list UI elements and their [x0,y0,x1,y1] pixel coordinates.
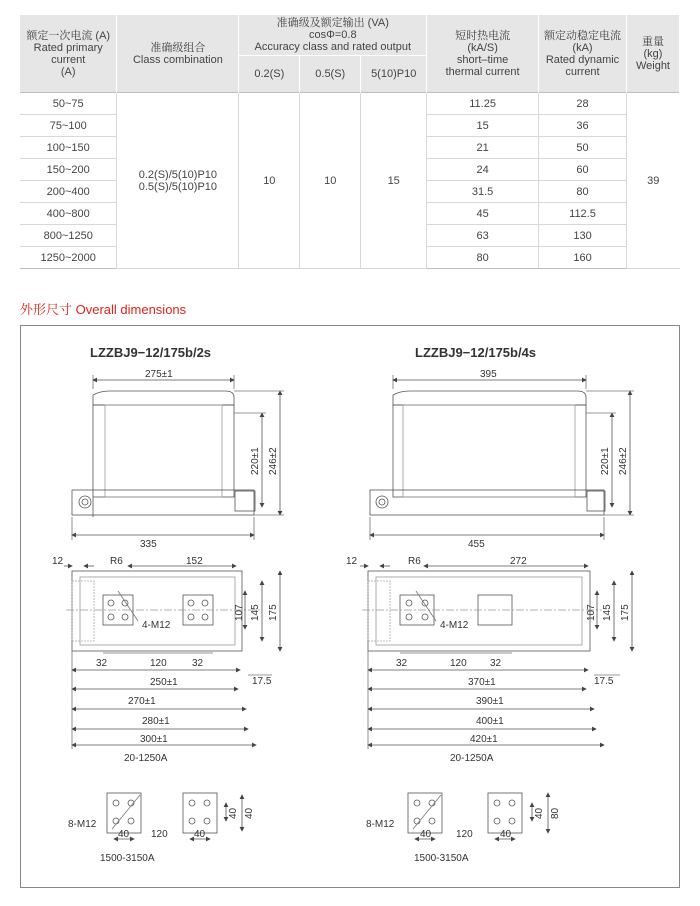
cell-output-05s: 10 [300,93,361,269]
header-class-5p10: 5(10)P10 [361,56,427,93]
dim-length-2: 390±1 [476,696,504,707]
dim-145: 145 [602,604,613,621]
bolt-label-8m12: 8-M12 [366,819,395,830]
drawing-left-labels [52,345,279,864]
cell-current: 50~75 [20,93,117,115]
cell-dynamic: 28 [539,93,627,115]
drawing-right-labels [346,345,631,864]
cell-dynamic: 80 [539,181,627,203]
dim-120: 120 [450,658,467,669]
cell-thermal: 21 [427,137,539,159]
cell-current: 100~150 [20,137,117,159]
dim-32a: 32 [96,658,108,669]
cell-dynamic: 36 [539,115,627,137]
cell-current: 1250~2000 [20,247,117,269]
cell-thermal: 24 [427,159,539,181]
dim-v80: 80 [550,807,561,819]
model-label-left: LZZBJ9−12/175b/2s [90,345,212,360]
cell-output-5p10: 15 [361,93,427,269]
dim-length-4: 420±1 [470,734,498,745]
dim-145: 145 [250,604,261,621]
dim-height-246: 246±2 [618,447,629,475]
dimension-drawings [0,325,700,888]
dim-v40a: 40 [534,807,545,819]
dim-12: 12 [52,556,64,567]
cell-current: 150~200 [20,159,117,181]
dim-40a: 40 [420,829,432,840]
dim-length-3: 280±1 [142,716,170,727]
dim-120: 120 [150,658,167,669]
bolt-label-8m12: 8-M12 [68,819,97,830]
range-label-a: 20-1250A [450,753,494,764]
cell-thermal: 45 [427,203,539,225]
dim-height-246: 246±2 [268,447,279,475]
header-thermal-current: 短时热电流 (kA/S) short–time thermal current [427,15,539,93]
dim-length-3: 400±1 [476,716,504,727]
section-title: 外形尺寸 Overall dimensions [20,302,187,317]
dim-120b: 120 [151,829,168,840]
dim-175: 175 [268,604,279,621]
cell-thermal: 31.5 [427,181,539,203]
bolt-label: 4-M12 [142,620,171,631]
dim-v40a: 40 [228,807,239,819]
cell-dynamic: 50 [539,137,627,159]
spec-table [20,15,680,269]
cell-output-02s: 10 [239,93,300,269]
dim-span: 272 [510,556,527,567]
cell-thermal: 11.25 [427,93,539,115]
dim-r6: R6 [408,556,421,567]
dim-r6: R6 [110,556,123,567]
dim-length-2: 270±1 [128,696,156,707]
range-label-b: 1500-3150A [100,853,155,864]
dim-base-width: 335 [140,539,157,550]
table-row [20,93,680,115]
dim-span: 152 [186,556,203,567]
dim-12: 12 [346,556,358,567]
dim-v40b: 40 [244,807,255,819]
dim-length-4: 300±1 [140,734,168,745]
cell-thermal: 63 [427,225,539,247]
header-class-05s: 0.5(S) [300,56,361,93]
dim-top-width: 275±1 [145,369,173,380]
dim-40a: 40 [118,829,130,840]
header-weight: 重量 (kg) Weight [626,15,679,93]
cell-class-combination: 0.2(S)/5(10)P10 0.5(S)/5(10)P10 [117,93,239,269]
dim-17-5: 17.5 [594,676,614,687]
dim-32b: 32 [192,658,204,669]
dim-120b: 120 [456,829,473,840]
model-label-right: LZZBJ9−12/175b/4s [415,345,537,360]
range-label-b: 1500-3150A [414,853,469,864]
dim-40b: 40 [500,829,512,840]
cell-current: 75~100 [20,115,117,137]
dim-length-1: 370±1 [468,677,496,688]
bolt-label: 4-M12 [440,620,469,631]
dim-32b: 32 [490,658,502,669]
cell-current: 200~400 [20,181,117,203]
dim-40b: 40 [194,829,206,840]
dim-top-width: 395 [480,369,497,380]
dim-17-5: 17.5 [252,676,272,687]
header-rated-current: 额定一次电流 (A) Rated primary current (A) [20,15,117,93]
cell-current: 400~800 [20,203,117,225]
cell-dynamic: 130 [539,225,627,247]
dim-height-220: 220±1 [600,447,611,475]
range-label-a: 20-1250A [124,753,168,764]
dim-height-220: 220±1 [250,447,261,475]
cell-thermal: 80 [427,247,539,269]
dim-32a: 32 [396,658,408,669]
dim-175: 175 [620,604,631,621]
cell-dynamic: 60 [539,159,627,181]
dim-length-1: 250±1 [150,677,178,688]
cell-dynamic: 112.5 [539,203,627,225]
header-dynamic-current: 额定动稳定电流 (kA) Rated dynamic current [539,15,627,93]
header-accuracy: 准确级及额定输出 (VA) cosΦ=0.8 Accuracy class and rated output [239,15,427,56]
cell-current: 800~1250 [20,225,117,247]
header-class-02s: 0.2(S) [239,56,300,93]
cell-thermal: 15 [427,115,539,137]
cell-dynamic: 160 [539,247,627,269]
cell-weight: 39 [626,93,679,269]
dim-107: 107 [234,604,245,621]
dim-107: 107 [586,604,597,621]
header-class-combination: 准确级组合 Class combination [117,15,239,93]
dim-base-width: 455 [468,539,485,550]
